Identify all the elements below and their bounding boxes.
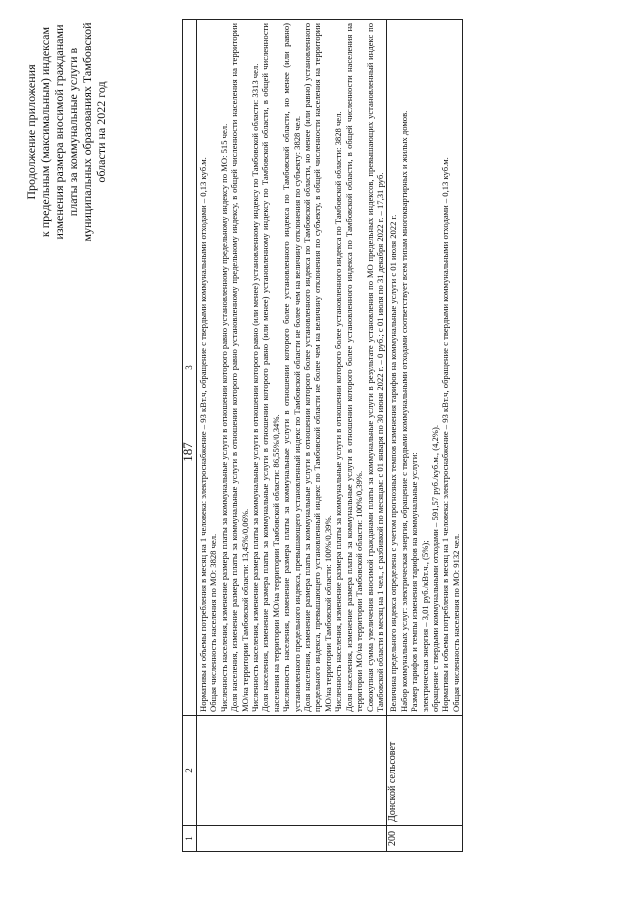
header-line: муниципальных образованиях Тамбовской <box>80 22 94 242</box>
page-number: 187 <box>180 442 195 462</box>
indicator-line: Доля населения, изменение размера платы за коммунальные услуги в отношении которого равно (или менее) установленному индексу по Тамбовской области, в общей численности населения на территории МО/на территории Тамбовской области: 86,55%/0,34%. <box>260 23 281 712</box>
indicator-line: Численность населения, изменение размера платы за коммунальные услуги в отношении которого равно (или менее) установленному индексу по Тамбовской области: 3313 чел. <box>250 63 261 712</box>
header-line: Продолжение приложения <box>24 64 38 200</box>
column-number: 1 <box>183 826 197 852</box>
municipality-name: Донской сельсовет <box>387 716 463 826</box>
indicator-line: Доля населения, изменение размера платы за коммунальные услуги в отношении которого равно установленному предельному индексу, в общей численности населения на территории МО/на территории Тамбовской области: 13,45%/0,06%. <box>229 23 250 712</box>
indicators-cell <box>387 20 463 716</box>
indicator-line: Доля населения, изменение размера платы за коммунальные услуги в отношении которого более установленного индекса по Тамбовской области, но менее (или равно) установленного предельного индекса, превышающего установленный индекс по Тамбовской области не более чем на величину отклонения по субъекту, в общей численности населения на территории МО/на территории Тамбовской области: 100%/0,39%. <box>302 23 333 712</box>
indicator-line: Численность населения, изменение размера платы за коммунальные услуги в отношении которого равно установленному предельному индексу по МО: 515 чел. <box>218 123 229 712</box>
indicator-line: Численность населения, изменение размера платы за коммунальные услуги в отношении которого более установленного индекса по Тамбовской области: 3828 чел. <box>333 111 344 712</box>
column-number: 2 <box>183 716 197 826</box>
column-number: 3 <box>183 20 197 716</box>
indicator-line: Численность населения, изменение размера платы за коммунальные услуги в отношении которого более установленного индекса по Тамбовской области, но менее (или равно) установленного предельного индекса, превышающего установленный индекс по Тамбовской области не более чем на величину отклонения по субъекту: 3828 чел. <box>281 23 302 712</box>
indicator-line: Величина предельного индекса определена с учетом прогнозных темпов изменения тарифов на коммунальные услуги с 01 июля 2022 г. <box>388 214 399 712</box>
column-number-row <box>183 20 197 852</box>
municipality-name <box>197 716 387 826</box>
header-line: платы за коммунальные услуги в <box>66 47 80 217</box>
indicator-line: обращение с твердыми коммунальными отходами – 591,57 руб./куб.м., (4,2%). <box>429 425 440 712</box>
table-row <box>387 20 463 852</box>
header-line: изменения размера вносимой гражданами <box>52 24 66 240</box>
row-number <box>197 826 387 852</box>
indicator-line: Нормативы и объемы потребления в месяц на 1 человека: электроснабжение – 93 кВт.ч, обращение с твердыми коммунальными отходами – 0,13 куб.м. <box>440 157 451 712</box>
indicator-line: Набор коммунальных услуг: электрическая энергия, обращение с твердыми коммунальными отходами соответствует всем типам многоквартирных и жилых домов. <box>398 110 409 712</box>
indicators-cell <box>197 20 387 716</box>
rotated-sheet <box>20 12 620 892</box>
indicator-line: Размер тарифов и темпы изменения тарифов на коммунальные услуги: <box>409 452 420 712</box>
appendix-header <box>24 12 108 252</box>
table-row <box>197 20 387 852</box>
indicator-line: Доля населения, изменение размера платы за коммунальные услуги в отношении которого более установленного индекса по Тамбовской области, в общей численности населения на территории МО/на территории Тамбовской области: 100%/0,39%. <box>343 23 365 712</box>
indices-table <box>182 19 463 852</box>
row-number: 200 <box>387 826 463 852</box>
indicator-line: Общая численность населения по МО: 3828 чел. <box>208 533 219 712</box>
indicator-line: Общая численность населения по МО: 9132 чел. <box>450 533 461 712</box>
header-line: области на 2022 год <box>94 81 108 183</box>
indicator-line: Совокупная сумма увеличения вносимой гражданами платы за коммунальные услуги в результате установления по МО предельных индексов, превышающих установленный индекс по Тамбовской области в месяц на 1 чел., с разбивкой по месяцам: с 01 января по 30 июня 2022 г. – 0 руб.; с 01 июля по 31 декабря 2022 г. – 17,31 руб. <box>364 23 385 712</box>
indicator-line: Нормативы и объемы потребления в месяц на 1 человека: электроснабжение – 93 кВт.ч, обращение с твердыми коммунальными отходами – 0,13 куб.м. <box>198 157 208 712</box>
header-line: к предельным (максимальным) индексам <box>38 26 52 238</box>
indicator-line: электрическая энергия – 3,01 руб./кВт.ч., (5%); <box>419 540 430 712</box>
